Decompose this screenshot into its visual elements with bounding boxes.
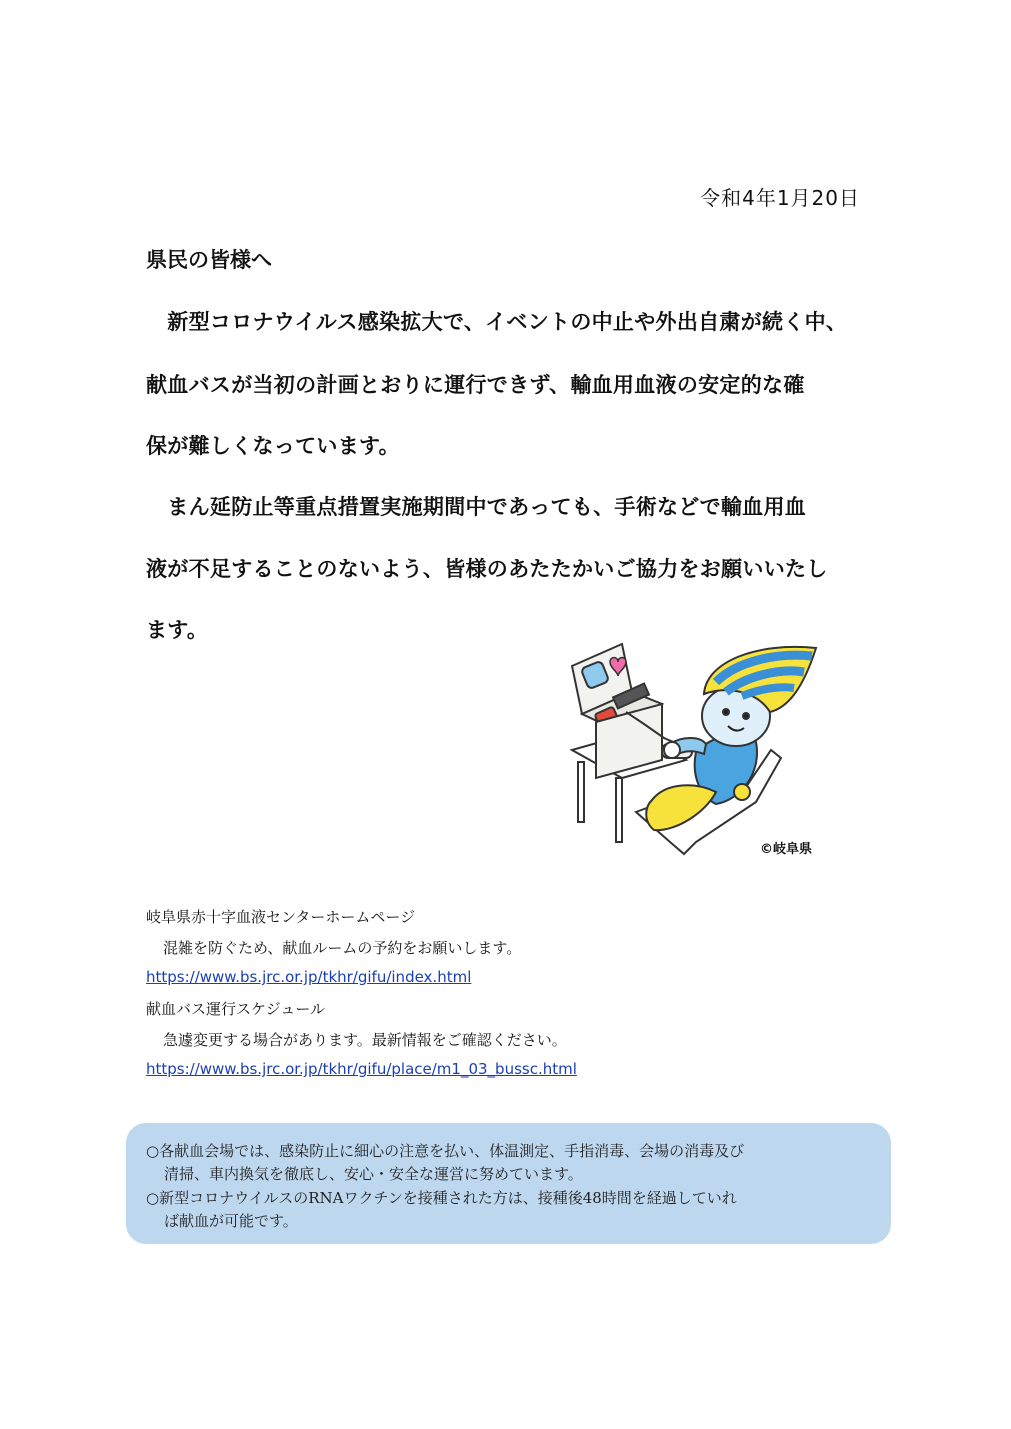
notice-line: ○各献血会場では、感染防止に細心の注意を払い、体温測定、手指消毒、会場の消毒及び bbox=[146, 1142, 745, 1160]
blood-center-title: 岐阜県赤十字血液センターホームページ bbox=[146, 908, 416, 926]
blood-center-note: 混雑を防ぐため、献血ルームの予約をお願いします。 bbox=[163, 939, 522, 957]
body-paragraph-line: まん延防止等重点措置実施期間中であっても、手術などで輸血用血 bbox=[146, 495, 807, 519]
body-paragraph-line: 献血バスが当初の計画とおりに運行できず、輸血用血液の安定的な確 bbox=[146, 373, 805, 397]
body-paragraph-line: 液が不足することのないよう、皆様のあたたかいご協力をお願いいたし bbox=[146, 557, 828, 581]
blood-center-url[interactable]: https://www.bs.jrc.or.jp/tkhr/gifu/index.html bbox=[146, 968, 472, 986]
blood-donation-mascot-illustration bbox=[566, 632, 826, 862]
bus-schedule-note: 急遽変更する場合があります。最新情報をご確認ください。 bbox=[163, 1031, 567, 1049]
body-paragraph-line: ます。 bbox=[146, 618, 209, 642]
illustration-credit: ©岐阜県 bbox=[760, 842, 813, 857]
salutation-heading: 県民の皆様へ bbox=[146, 248, 272, 272]
notice-line: ○新型コロナウイルスのRNAワクチンを接種された方は、接種後48時間を経過していれ bbox=[146, 1189, 737, 1207]
notice-line: 清掃、車内換気を徹底し、安心・安全な運営に努めています。 bbox=[164, 1165, 583, 1183]
body-paragraph-line: 新型コロナウイルス感染拡大で、イベントの中止や外出自粛が続く中、 bbox=[146, 310, 848, 334]
bus-schedule-link[interactable] bbox=[146, 1060, 577, 1078]
notice-line: ば献血が可能です。 bbox=[164, 1212, 298, 1230]
document-date: 令和4年1月20日 bbox=[700, 186, 860, 210]
bus-schedule-title: 献血バス運行スケジュール bbox=[146, 1000, 326, 1018]
blood-center-link[interactable] bbox=[146, 968, 471, 986]
bus-schedule-url[interactable]: https://www.bs.jrc.or.jp/tkhr/gifu/place/m1_03_bussc.html bbox=[146, 1060, 577, 1078]
body-paragraph-line: 保が難しくなっています。 bbox=[146, 434, 400, 458]
